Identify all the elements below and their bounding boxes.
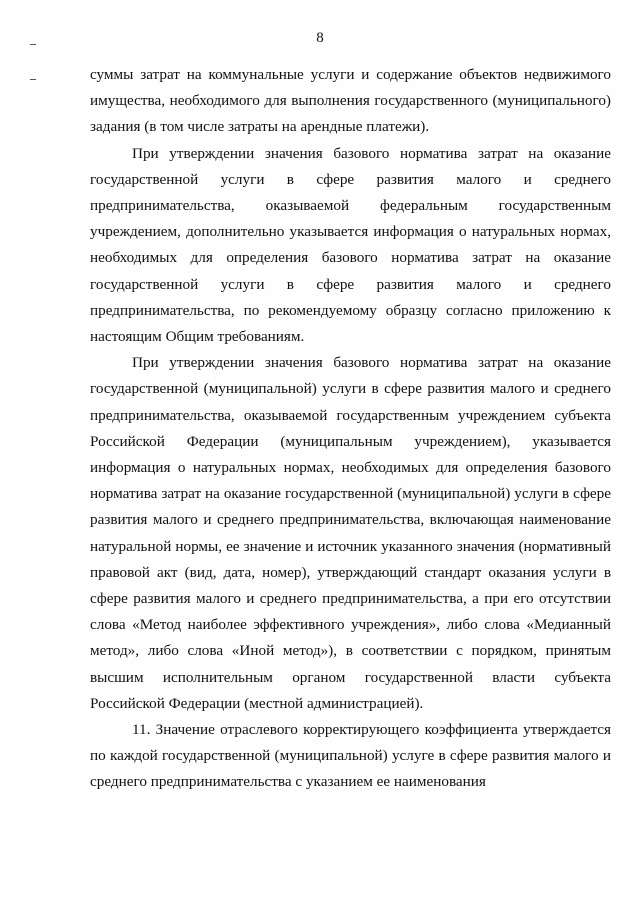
paragraph: 11. Значение отраслевого корректирующего коэффициента утверждается по каждой государственной (муниципальной) услуге в сфере развития малого и среднего предпринимательства с указанием ее наименования	[90, 721, 611, 791]
paragraph: При утверждении значения базового норматива затрат на оказание государственной услуги в сфере развития малого и среднего предпринимательства, оказываемой федеральным государственным учреждением, дополнительно указывается информация о натуральных нормах, необходимых для определения базового норматива затрат на оказание государственной услуги в сфере развития малого и среднего предпринимательства, по рекомендуемому образцу согласно приложению к настоящим Общим требованиям.	[90, 144, 611, 346]
paragraph: При утверждении значения базового норматива затрат на оказание государственной (муниципальной) услуги в сфере развития малого и среднего предпринимательства, оказываемой государственным учреждением субъекта Российской Федерации (муниципальным учреждением), указывается информация о натуральных нормах, необходимых для определения базового норматива затрат на оказание государственной (муниципальной) услуги в сфере развития малого и среднего предпринимательства, включающая наименование натуральной нормы, ее значение и источник указанного значения (нормативный правовой акт (вид, дата, номер), утверждающий стандарт оказания услуги в сфере развития малого и среднего предпринимательства, а при его отсутствии слова «Метод наиболее эффективного учреждения», либо слова «Медианный метод», либо слова «Иной метод»), в соответствии с порядком, принятым высшим исполнительным органом государственной власти субъекта Российской Федерации (местной администрацией).	[90, 354, 611, 712]
paragraph: суммы затрат на коммунальные услуги и содержание объектов недвижимого имущества, необходимого для выполнения государственного (муниципального) задания (в том числе затраты на арендные платежи).	[90, 66, 611, 136]
scan-mark	[30, 79, 36, 80]
page-number: 8	[316, 30, 324, 46]
document-body	[90, 62, 611, 796]
